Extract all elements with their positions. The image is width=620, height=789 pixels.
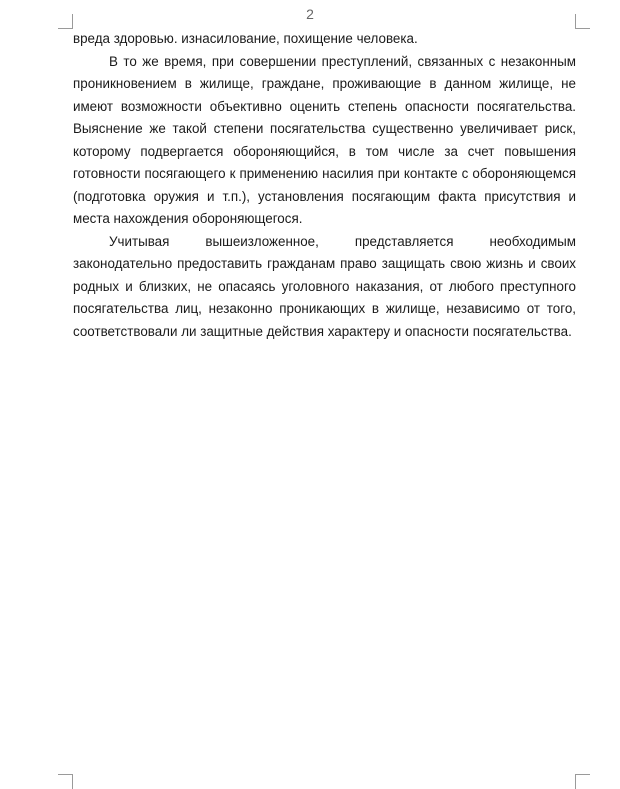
margin-corner-top-right bbox=[575, 14, 590, 29]
page-number: 2 bbox=[306, 6, 314, 22]
margin-corner-bottom-right bbox=[575, 774, 590, 789]
document-body bbox=[73, 28, 576, 343]
paragraph: Учитывая вышеизложенное, представляется необходимым законодательно предоставить гражданам право защищать свою жизнь и своих родных и близких, не опасаясь уголовного наказания, от любого преступного посягательства лиц, незаконно проникающих в жилище, независимо от того, соответствовали ли защитные действия характеру и опасности посягательства. bbox=[73, 233, 576, 339]
paragraph: В то же время, при совершении преступлений, связанных с незаконным проникновением в жилище, граждане, проживающие в данном жилище, не имеют возможности объективно оценить степень опасности посягательства. Выяснение же такой степени посягательства существенно увеличивает риск, которому подвергается обороняющийся, в том числе за счет повышения готовности посягающего к применению насилия при контакте с обороняющемся (подготовка оружия и т.п.), установления посягающим факта присутствия и места нахождения обороняющегося. bbox=[73, 53, 576, 226]
margin-corner-bottom-left bbox=[58, 774, 73, 789]
paragraph-continuation: вреда здоровью. изнасилование, похищение человека. bbox=[73, 31, 418, 46]
margin-corner-top-left bbox=[58, 14, 73, 29]
